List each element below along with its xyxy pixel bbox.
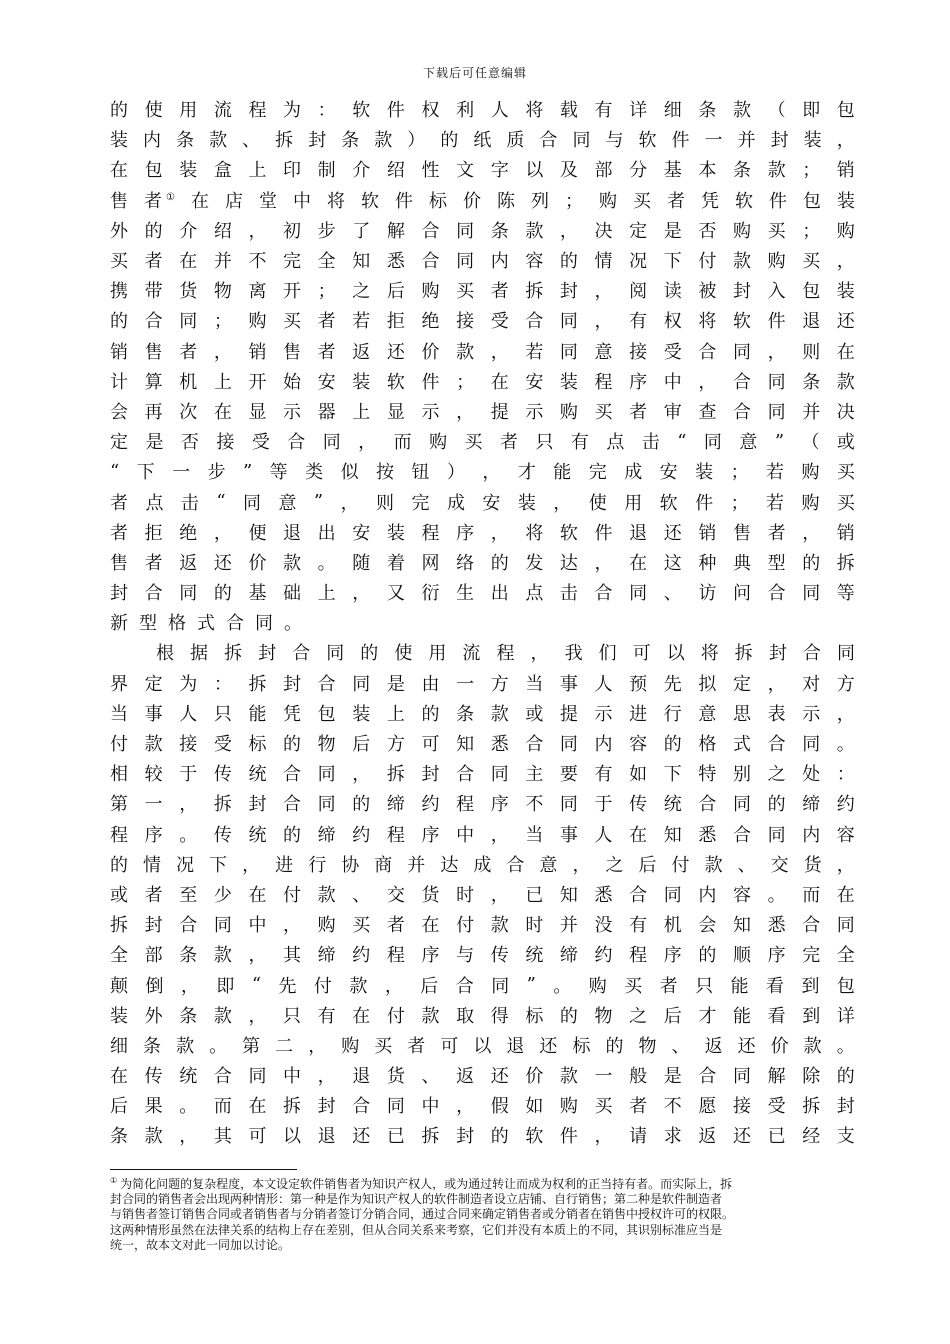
footnote — [110, 1173, 870, 1253]
footnote-line: ① 为简化问题的复杂程度，本文设定软件销售者为知识产权人，或为通过转让而成为权利的正当持有者。而实际上，拆 — [110, 1176, 733, 1191]
body-line: 全 部 条 款 ， 其 缔 约 程 序 与 传 统 缔 约 程 序 的 顺 序 完 全 — [110, 945, 855, 967]
body-line: 定 是 否 接 受 合 同 ， 而 购 买 者 只 有 点 击 “ 同 意 ” （ 或 — [110, 430, 855, 454]
body-line: 装 内 条 款 、 拆 封 条 款 ） 的 纸 质 合 同 与 软 件 一 并 封 装 ， — [110, 130, 855, 152]
body-line: 计 算 机 上 开 始 安 装 软 件 ； 在 安 装 程 序 中 ， 合 同 条 款 — [110, 371, 855, 393]
body-line: 程 序 。 传 统 的 缔 约 程 序 中 ， 当 事 人 在 知 悉 合 同 内 容 — [110, 824, 855, 846]
body-line: 细 条 款 。 第 二 ， 购 买 者 可 以 退 还 标 的 物 、 返 还 价 款 。 — [110, 1035, 855, 1057]
body-line: 或 者 至 少 在 付 款 、 交 货 时 ， 已 知 悉 合 同 内 容 。 而 在 — [110, 884, 855, 906]
body-line: 的 情 况 下 ， 进 行 协 商 并 达 成 合 意 ， 之 后 付 款 、 交 货 ， — [110, 854, 855, 876]
footnote-reference: ① — [166, 191, 175, 203]
footnote-line: 与销售者签订销售合同或者销售者与分销者签订分销合同，通过合同来确定销售者或分销者在销售中授权许可的权限。 — [110, 1207, 735, 1222]
body-line: 后 果 。 而 在 拆 封 合 同 中 ， 假 如 购 买 者 不 愿 接 受 拆 封 — [110, 1096, 855, 1118]
body-line: 买 者 在 并 不 完 全 知 悉 合 同 内 容 的 情 况 下 付 款 购 买 ， — [110, 251, 855, 273]
body-line: 条 款 ， 其 可 以 退 还 已 拆 封 的 软 件 ， 请 求 返 还 已 经 支 — [110, 1126, 855, 1148]
body-line: 当 事 人 只 能 凭 包 装 上 的 条 款 或 提 示 进 行 意 思 表 示 ， — [110, 703, 855, 725]
body-line: 在 传 统 合 同 中 ， 退 货 、 返 还 价 款 一 般 是 合 同 解 除 的 — [110, 1066, 855, 1088]
body-line: 售 者 ① 在 店 堂 中 将 软 件 标 价 陈 列 ； 购 买 者 凭 软 件 包 装 — [110, 190, 855, 212]
body-line: 封 合 同 的 基 础 上 ， 又 衍 生 出 点 击 合 同 、 访 问 合 同 等 — [110, 583, 855, 605]
body-line: 界 定 为 ： 拆 封 合 同 是 由 一 方 当 事 人 预 先 拟 定 ， 对 方 — [110, 673, 855, 695]
body-line: 相 较 于 传 统 合 同 ， 拆 封 合 同 主 要 有 如 下 特 别 之 处 ： — [110, 764, 855, 786]
footnote-line: 这两种情形虽然在法律关系的结构上存在差别，但从合同关系来考察，它们并没有本质上的不同，其识别标准应当是 — [110, 1222, 723, 1237]
body-line: 付 款 接 受 标 的 物 后 方 可 知 悉 合 同 内 容 的 格 式 合 同 。 — [110, 734, 855, 756]
page-header: 下载后可任意编辑 — [422, 66, 527, 80]
body-line: 第 一 ， 拆 封 合 同 的 缔 约 程 序 不 同 于 传 统 合 同 的 缔 约 — [110, 794, 855, 816]
body-line: 的 合 同 ； 购 买 者 若 拒 绝 接 受 合 同 ， 有 权 将 软 件 退 还 — [110, 311, 855, 333]
footnote-line: 封合同的销售者会出现两种情形：第一种是作为知识产权人的软件制造者设立店铺、自行销售；第二种是软件制造者 — [110, 1192, 723, 1207]
body-line: 外 的 介 绍 ， 初 步 了 解 合 同 条 款 ， 决 定 是 否 购 买 ； 购 — [110, 220, 855, 242]
body-line: 者 点 击 “ 同 意 ” ， 则 完 成 安 装 ， 使 用 软 件 ； 若 购 买 — [110, 491, 855, 514]
footnote-marker: ① — [110, 1176, 118, 1185]
body-line: 颠 倒 ， 即 “ 先 付 款 ， 后 合 同 ” 。 购 买 者 只 能 看 到 包 — [110, 974, 855, 997]
footnote-line: 统一，故本文对此一同加以讨论。 — [110, 1237, 291, 1252]
body-text — [110, 94, 855, 1151]
body-line: 新 型 格 式 合 同 。 — [110, 613, 302, 635]
body-line: 携 带 货 物 离 开 ； 之 后 购 买 者 拆 封 ， 阅 读 被 封 入 包 装 — [110, 281, 855, 303]
footnote-divider — [110, 1169, 297, 1170]
body-line: 在 包 装 盒 上 印 制 介 绍 性 文 字 以 及 部 分 基 本 条 款 ； 销 — [110, 160, 855, 182]
body-line: 的 使 用 流 程 为 ： 软 件 权 利 人 将 载 有 详 细 条 款 （ 即 包 — [110, 100, 855, 122]
body-line: 会 再 次 在 显 示 器 上 显 示 ， 提 示 购 买 者 审 查 合 同 并 决 — [110, 401, 855, 423]
body-line: 者 拒 绝 ， 便 退 出 安 装 程 序 ， 将 软 件 退 还 销 售 者 ， 销 — [110, 522, 855, 544]
body-line: 装 外 条 款 ， 只 有 在 付 款 取 得 标 的 物 之 后 才 能 看 到 详 — [110, 1005, 855, 1027]
body-line: “ 下 一 步 ” 等 类 似 按 钮 ） ， 才 能 完 成 安 装 ； 若 购 买 — [110, 460, 855, 484]
body-line: 拆 封 合 同 中 ， 购 买 者 在 付 款 时 并 没 有 机 会 知 悉 合 同 — [110, 915, 855, 937]
body-line: 售 者 返 还 价 款 。 随 着 网 络 的 发 达 ， 在 这 种 典 型 的 拆 — [110, 552, 855, 574]
body-line: 根 据 拆 封 合 同 的 使 用 流 程 ， 我 们 可 以 将 拆 封 合 同 — [156, 643, 855, 665]
body-line: 销 售 者 ， 销 售 者 返 还 价 款 ， 若 同 意 接 受 合 同 ， 则 在 — [110, 341, 855, 363]
